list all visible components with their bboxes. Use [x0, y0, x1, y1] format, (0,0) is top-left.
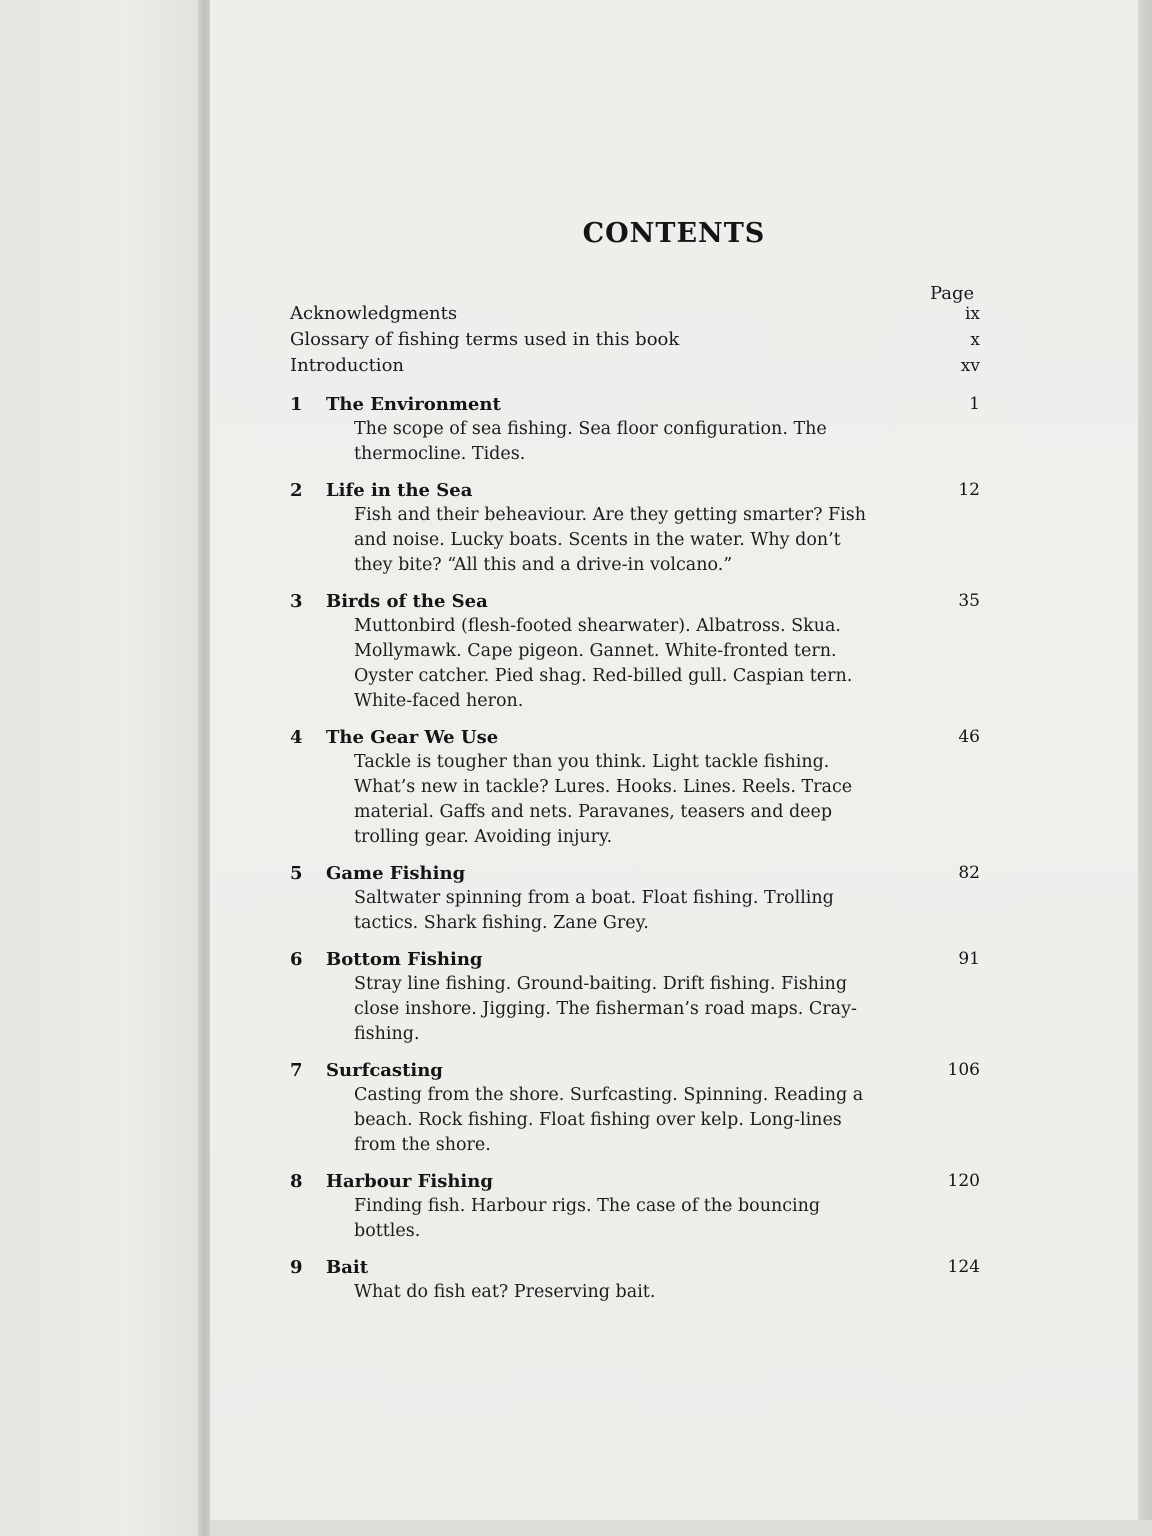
description-line: from the shore.: [354, 1135, 491, 1155]
chapter-page: 124: [947, 1257, 980, 1277]
chapter-page: 35: [958, 591, 980, 611]
chapter-heading: [290, 392, 980, 417]
front-matter-title: Glossary of fishing terms used in this book: [290, 329, 680, 350]
chapter-heading: [290, 725, 980, 750]
chapter-page: 46: [958, 727, 980, 747]
description-line: Oyster catcher. Pied shag. Red-billed gull. Caspian tern.: [354, 666, 853, 686]
chapter-page: 1: [969, 394, 980, 414]
chapter-title: The Gear We Use: [326, 727, 499, 748]
description-line: Saltwater spinning from a boat. Float fishing. Trolling: [354, 888, 834, 908]
description-line: Mollymawk. Cape pigeon. Gannet. White-fronted tern.: [354, 641, 837, 661]
chapter-entry: [290, 589, 980, 714]
description-line: Finding fish. Harbour rigs. The case of the bouncing: [354, 1196, 821, 1216]
chapter-heading: [290, 861, 980, 886]
chapter-title: Game Fishing: [326, 863, 466, 884]
chapter-title: Bait: [326, 1257, 369, 1278]
description-line: bottles.: [354, 1221, 421, 1241]
description-line: tactics. Shark fishing. Zane Grey.: [354, 913, 649, 933]
description-line: Stray line fishing. Ground-baiting. Drift fishing. Fishing: [354, 974, 848, 994]
chapter-number: 5: [290, 863, 303, 884]
chapter-heading: [290, 478, 980, 503]
front-matter-item: [290, 301, 980, 327]
chapter-entry: [290, 478, 980, 578]
chapter-heading: [290, 1255, 980, 1280]
chapter-page: 120: [947, 1171, 980, 1191]
chapter-number: 2: [290, 480, 303, 501]
chapter-title: Harbour Fishing: [326, 1171, 493, 1192]
page-edge: [1138, 0, 1152, 1536]
description-line: they bite? “All this and a drive-in volcano.”: [354, 555, 733, 575]
chapter-title: Life in the Sea: [326, 480, 473, 501]
chapter-description: [354, 503, 914, 578]
front-matter-page: x: [970, 330, 980, 350]
front-matter-item: [290, 353, 980, 379]
front-matter-title: Introduction: [290, 355, 404, 376]
chapter-description: [354, 614, 914, 714]
description-line: and noise. Lucky boats. Scents in the water. Why don’t: [354, 530, 841, 550]
description-line: trolling gear. Avoiding injury.: [354, 827, 613, 847]
chapter-entry: [290, 725, 980, 850]
front-matter-list: [290, 301, 980, 379]
bottom-edge: [210, 1520, 1152, 1536]
front-matter-title: Acknowledgments: [290, 303, 458, 324]
description-line: Muttonbird (flesh-footed shearwater). Albatross. Skua.: [354, 616, 841, 636]
description-line: fishing.: [354, 1024, 420, 1044]
chapter-page: 91: [958, 949, 980, 969]
front-matter-page: ix: [964, 304, 980, 324]
chapter-heading: [290, 947, 980, 972]
chapter-entry: [290, 392, 980, 467]
description-line: Fish and their beheaviour. Are they getting smarter? Fish: [354, 505, 867, 525]
chapter-title: Birds of the Sea: [326, 591, 488, 612]
chapter-heading: [290, 589, 980, 614]
chapter-title: Bottom Fishing: [326, 949, 483, 970]
description-line: What’s new in tackle? Lures. Hooks. Lines. Reels. Trace: [354, 777, 853, 797]
description-line: The scope of sea fishing. Sea floor configuration. The: [354, 419, 827, 439]
chapter-entry: [290, 1058, 980, 1158]
chapter-page: 12: [958, 480, 980, 500]
description-line: Tackle is tougher than you think. Light tackle fishing.: [354, 752, 830, 772]
front-matter-page: xv: [960, 356, 980, 376]
page-column-header: Page: [930, 283, 975, 304]
chapter-number: 7: [290, 1060, 303, 1081]
chapter-page: 82: [958, 863, 980, 883]
chapter-title: Surfcasting: [326, 1060, 443, 1081]
chapter-number: 3: [290, 591, 303, 612]
chapter-heading: [290, 1058, 980, 1083]
chapter-list: [290, 392, 980, 1316]
chapter-title: The Environment: [326, 394, 501, 415]
chapter-number: 8: [290, 1171, 303, 1192]
chapter-heading: [290, 1169, 980, 1194]
chapter-description: [354, 886, 914, 936]
chapter-number: 1: [290, 394, 303, 415]
front-matter-item: [290, 327, 980, 353]
left-page: [0, 0, 210, 1536]
chapter-number: 6: [290, 949, 303, 970]
chapter-page: 106: [947, 1060, 980, 1080]
chapter-entry: [290, 1169, 980, 1244]
description-line: What do fish eat? Preserving bait.: [354, 1282, 656, 1302]
chapter-description: [354, 1194, 914, 1244]
description-line: close inshore. Jigging. The fisherman’s road maps. Cray-: [354, 999, 857, 1019]
description-line: material. Gaffs and nets. Paravanes, teasers and deep: [354, 802, 833, 822]
description-line: beach. Rock fishing. Float fishing over kelp. Long-lines: [354, 1110, 842, 1130]
chapter-description: [354, 417, 914, 467]
description-line: thermocline. Tides.: [354, 444, 526, 464]
chapter-description: [354, 750, 914, 850]
page-title: CONTENTS: [582, 218, 766, 249]
chapter-description: [354, 1083, 914, 1158]
chapter-number: 4: [290, 727, 303, 748]
description-line: White-faced heron.: [354, 691, 524, 711]
chapter-description: [354, 972, 914, 1047]
chapter-entry: [290, 1255, 980, 1305]
chapter-entry: [290, 861, 980, 936]
chapter-number: 9: [290, 1257, 303, 1278]
chapter-entry: [290, 947, 980, 1047]
description-line: Casting from the shore. Surfcasting. Spinning. Reading a: [354, 1085, 864, 1105]
chapter-description: [354, 1280, 914, 1305]
